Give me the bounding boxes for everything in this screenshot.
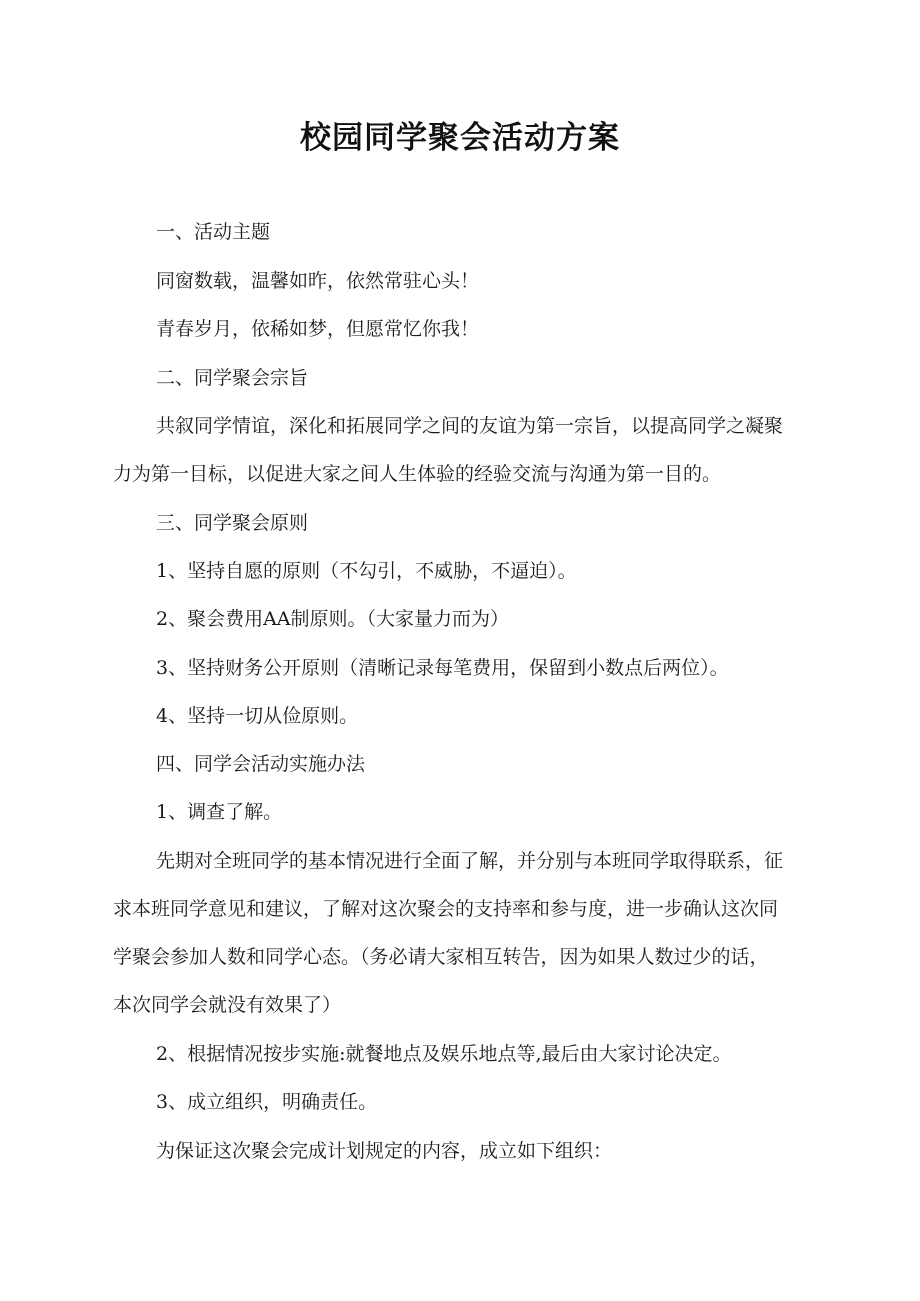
section-heading-implementation: 四、同学会活动实施办法 bbox=[156, 753, 366, 775]
principle-item-3: 3、坚持财务公开原则（清晰记录每笔费用，保留到小数点后两位）。 bbox=[156, 657, 729, 679]
section-heading-principles: 三、同学聚会原则 bbox=[156, 512, 309, 534]
survey-paragraph-line-1: 先期对全班同学的基本情况进行全面了解，并分别与本班同学取得联系，征 bbox=[156, 850, 784, 872]
organization-intro-line: 为保证这次聚会完成计划规定的内容，成立如下组织： bbox=[156, 1140, 613, 1162]
purpose-paragraph-line-1: 共叙同学情谊，深化和拓展同学之间的友谊为第一宗旨，以提高同学之凝聚 bbox=[156, 415, 784, 437]
survey-paragraph-line-4: 本次同学会就没有效果了） bbox=[113, 994, 342, 1016]
purpose-paragraph-line-2: 力为第一目标，以促进大家之间人生体验的经验交流与沟通为第一目的。 bbox=[113, 463, 722, 485]
principle-item-1: 1、坚持自愿的原则（不勾引，不威胁，不逼迫）。 bbox=[156, 560, 577, 582]
section-heading-theme: 一、活动主题 bbox=[156, 221, 271, 243]
survey-paragraph bbox=[0, 848, 920, 1019]
survey-paragraph-line-2: 求本班同学意见和建议，了解对这次聚会的支持率和参与度，进一步确认这次同 bbox=[113, 898, 779, 920]
document-title: 校园同学聚会活动方案 bbox=[300, 120, 620, 156]
implementation-item-1: 1、调查了解。 bbox=[156, 801, 283, 823]
purpose-paragraph bbox=[0, 413, 920, 488]
principle-item-2: 2、聚会费用AA制原则。（大家量力而为） bbox=[156, 608, 510, 630]
theme-line-1: 同窗数载，温馨如昨，依然常驻心头！ bbox=[156, 270, 480, 292]
section-heading-purpose: 二、同学聚会宗旨 bbox=[156, 367, 309, 389]
principle-item-4: 4、坚持一切从俭原则。 bbox=[156, 705, 359, 727]
implementation-item-3: 3、成立组织，明确责任。 bbox=[156, 1091, 378, 1113]
theme-line-2: 青春岁月，依稀如梦，但愿常忆你我！ bbox=[156, 318, 480, 340]
survey-paragraph-line-3: 学聚会参加人数和同学心态。（务必请大家相互转告，因为如果人数过少的话， bbox=[113, 946, 769, 968]
implementation-item-2: 2、根据情况按步实施:就餐地点及娱乐地点等,最后由大家讨论决定。 bbox=[156, 1043, 732, 1065]
